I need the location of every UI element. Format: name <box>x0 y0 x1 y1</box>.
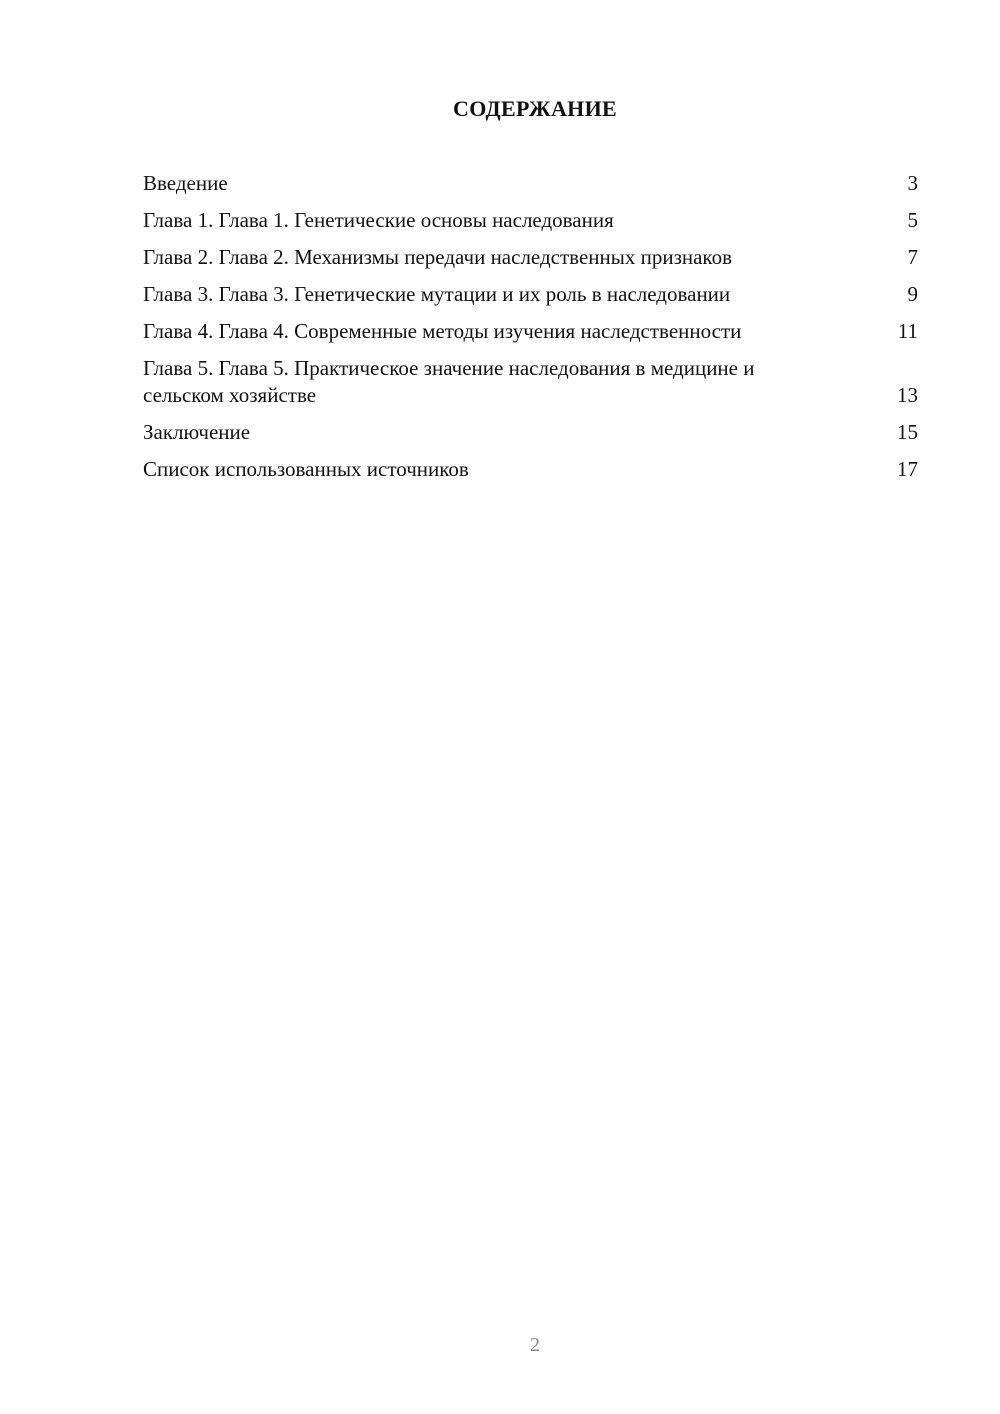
toc-item-page: 7 <box>907 245 918 269</box>
toc-item <box>143 207 918 234</box>
toc-item-label: Глава 1. Глава 1. Генетические основы наследования <box>143 208 614 232</box>
page-number: 2 <box>530 1334 540 1356</box>
toc-item <box>143 170 918 197</box>
toc-item <box>143 281 918 308</box>
toc-item-label: Глава 3. Глава 3. Генетические мутации и их роль в наследовании <box>143 282 731 306</box>
toc-item-page: 3 <box>907 171 918 195</box>
toc-item-page: 5 <box>907 208 918 232</box>
toc-item-label: Заключение <box>143 420 251 444</box>
toc-item-label: Список использованных источников <box>143 457 469 481</box>
toc-item-label: Глава 2. Глава 2. Механизмы передачи наследственных признаков <box>143 245 732 269</box>
toc-item-page: 11 <box>897 319 918 343</box>
toc-item-label: Глава 4. Глава 4. Современные методы изучения наследственности <box>143 319 742 343</box>
toc-item <box>143 456 918 483</box>
toc-item-page: 9 <box>907 282 918 306</box>
toc-item-page: 17 <box>897 457 918 481</box>
toc-item <box>143 244 918 271</box>
toc-item-label: Введение <box>143 171 228 195</box>
toc-item <box>143 419 918 446</box>
toc-item-page: 13 <box>897 383 918 407</box>
page-title: СОДЕРЖАНИЕ <box>453 96 617 121</box>
toc-item <box>143 318 918 345</box>
table-of-contents <box>143 170 918 493</box>
toc-item-page: 15 <box>897 420 918 444</box>
toc-item-label: Глава 5. Глава 5. Практическое значение наследования в медицине и сельском хозяйстве <box>143 356 755 407</box>
toc-item <box>143 355 918 409</box>
